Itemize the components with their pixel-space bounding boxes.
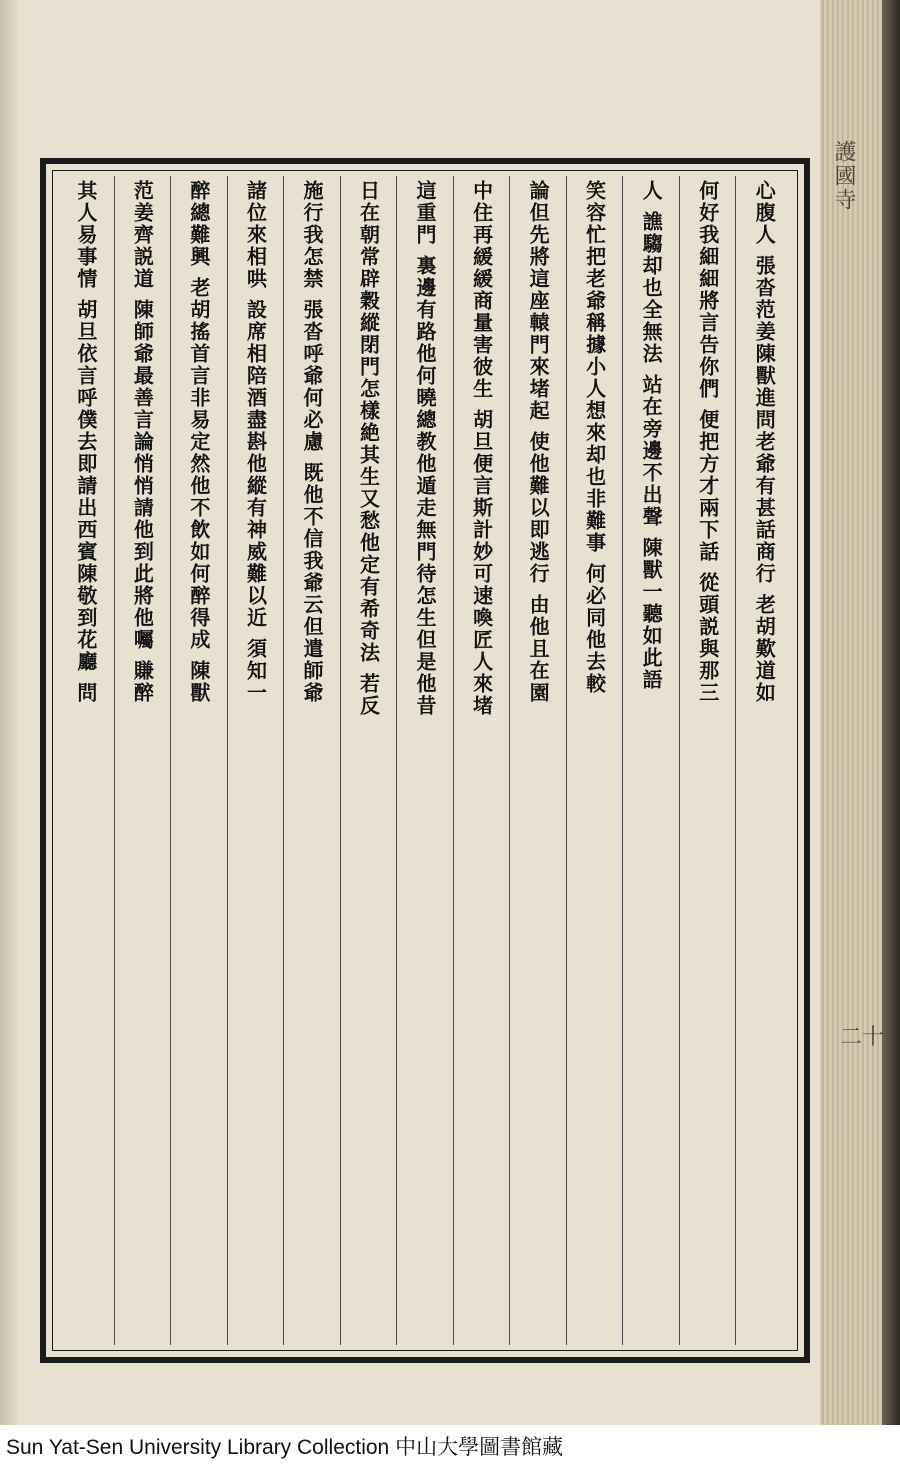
column-text: 醉總難興 老胡搖首言非易定然他不飲如何醉得成 陳獸 <box>186 180 211 704</box>
column-text: 范姜齊説道 陳師爺最善言論悄悄請他到此將他囑 賺醉 <box>130 180 155 704</box>
margin-title: 護國寺 <box>831 140 856 212</box>
column-text: 論但先將這座轅門來堵起 使他難以即逃行 由他且在園 <box>526 180 551 704</box>
text-column-12 <box>114 176 171 1345</box>
column-text: 人 譙騶却也全無法 站在旁邊不出聲 陳獸一聽如此語 <box>639 180 664 691</box>
collection-caption-bar <box>0 1425 900 1466</box>
column-text: 日在朝常辟穀縱閉門怎樣絶其生又愁他定有希奇法 若反 <box>356 180 381 717</box>
column-text: 施行我怎禁 張沓呼爺何必慮 既他不信我爺云但遣師爺 <box>299 180 324 704</box>
page-edge-stack <box>820 0 900 1425</box>
column-text: 中住再緩緩商量害彼生 胡旦便言斯計妙可速喚匠人來堵 <box>469 180 494 717</box>
text-column-1 <box>735 176 792 1345</box>
page-edge-shadow <box>882 0 900 1425</box>
column-text: 心腹人 張沓范姜陳獸進問老爺有甚話商行 老胡歎道如 <box>752 180 777 704</box>
text-column-9 <box>283 176 340 1345</box>
text-column-5 <box>509 176 566 1345</box>
text-column-13 <box>58 176 114 1345</box>
column-text: 其人易事情 胡旦依言呼僕去即請出西賓陳敬到花廳 問 <box>73 180 98 704</box>
margin-page-number: 二十 <box>840 1025 885 1050</box>
column-text: 諸位來相哄 設席相陪酒盡斟他縱有神威難以近 須知一 <box>243 180 268 704</box>
column-text: 笑容忙把老爺稱據小人想來却也非難事 何必同他去較 <box>582 180 607 695</box>
page-gutter <box>0 0 20 1425</box>
text-column-6 <box>453 176 510 1345</box>
text-column-4 <box>566 176 623 1345</box>
collection-caption: Sun Yat-Sen University Library Collection 中山大學圖書館藏 <box>6 1436 564 1459</box>
text-frame <box>40 158 810 1363</box>
column-text: 這重門 裏邊有路他何曉總教他遁走無門待怎生但是他昔 <box>413 180 438 717</box>
text-column-3 <box>622 176 679 1345</box>
text-column-10 <box>227 176 284 1345</box>
text-column-8 <box>340 176 397 1345</box>
text-column-11 <box>170 176 227 1345</box>
text-column-2 <box>679 176 736 1345</box>
text-column-7 <box>396 176 453 1345</box>
text-columns <box>58 176 792 1345</box>
column-text: 何好我細細將言告你們 便把方才兩下話 從頭説與那三 <box>695 180 720 704</box>
